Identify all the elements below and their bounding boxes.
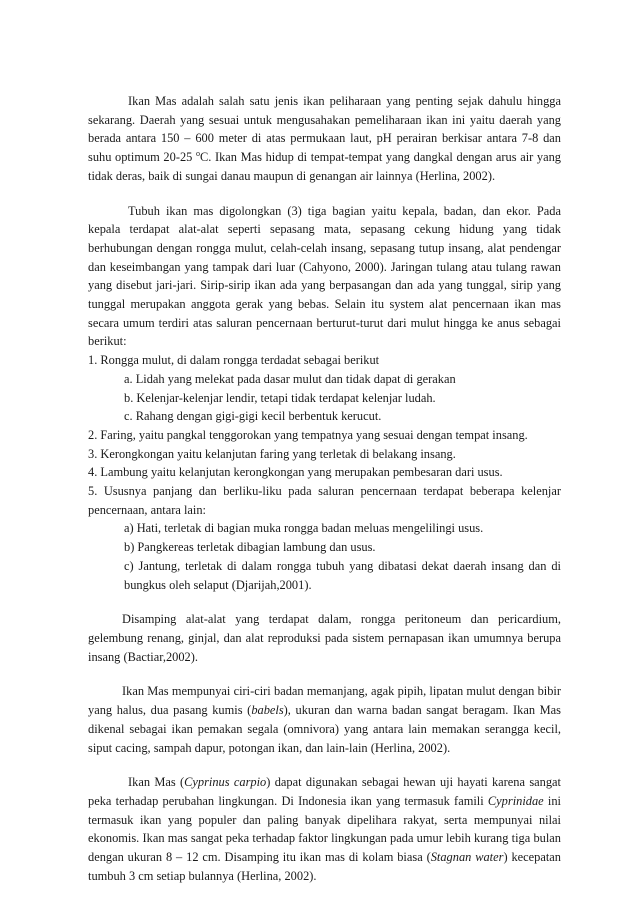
paragraph-text: Ikan Mas ( xyxy=(128,775,185,790)
list-item-5a: a) Hati, terletak di bagian muka rongga badan meluas mengelilingi usus. xyxy=(124,521,484,536)
list-item-3: 3. Kerongkongan yaitu kelanjutan faring yang terletak di belakang insang. xyxy=(88,446,456,461)
italic-term: babels xyxy=(251,703,284,718)
paragraph-ciri-ciri xyxy=(88,682,561,757)
italic-term: Stagnan water xyxy=(430,850,504,865)
paragraph-text: Disamping alat-alat yang terdapat dalam, rongga peritoneum dan pericardium, gelembung renang, ginjal, dan alat reproduksi pada sistem pernapasan ikan umumnya berupa insang (Bactiar,2002). xyxy=(88,612,561,664)
italic-term: Cyprinidae xyxy=(487,793,544,808)
list-item-5c: c) Jantung, terletak di dalam rongga tubuh yang dibatasi dekat daerah insang dan di bungkus oleh selaput (Djarijah,2001). xyxy=(124,558,561,592)
paragraph-text: Ikan Mas adalah salah satu jenis ikan peliharaan yang penting sejak dahulu hingga sekarang. Daerah yang sesuai untuk mengusahakan pemeliharaan ikan ini yaitu daerah yang berada antara 150 – 600 meter di atas permukaan laut, pH perairan berkisar antara 7-8 dan suhu optimum 20-25 xyxy=(88,94,561,165)
paragraph-cyprinus xyxy=(88,773,561,885)
list-item-1b: b. Kelenjar-kelenjar lendir, tetapi tidak terdapat kelenjar ludah. xyxy=(124,390,436,405)
paragraph-tubuh-ikan xyxy=(88,202,561,352)
degree-sup: o xyxy=(195,148,200,158)
paragraph-text: ) kecepatan tumbuh 3 cm setiap bulannya (Herlina, 2002). xyxy=(88,850,561,883)
list-item-4: 4. Lambung yaitu kelanjutan kerongkongan yang merupakan pembesaran dari usus. xyxy=(88,465,503,480)
paragraph-text: ) dapat digunakan sebagai hewan uji hayati karena sangat peka terhadap perubahan lingkungan. Di Indonesia ikan yang termasuk famili xyxy=(88,775,561,808)
document-page xyxy=(88,92,561,885)
italic-term: Cyprinus carpio xyxy=(184,775,267,790)
list-item-1c: c. Rahang dengan gigi-gigi kecil berbentuk kerucut. xyxy=(124,409,382,424)
paragraph-text: ini termasuk ikan yang populer dan paling banyak dipelihara rakyat, serta mempunyai nilai ekonomis. Ikan mas sangat peka terhadap faktor lingkungan pada umur lebih kurang tiga bulan dengan ukuran 8 – 12 cm. Disamping itu ikan mas di kolam biasa ( xyxy=(88,793,561,865)
paragraph-text: ), ukuran dan warna badan sangat beragam. Ikan Mas dikenal sebagai ikan pemakan segala (omnivora) yang antara lain memakan serangga kecil, siput cacing, sampah dapur, potongan ikan, dan lain-lain (Herlina, 2002). xyxy=(88,703,562,755)
list-item-2: 2. Faring, yaitu pangkal tenggorokan yang tempatnya yang sesuai dengan tempat insang. xyxy=(88,427,528,442)
paragraph-text: Tubuh ikan mas digolongkan (3) tiga bagian yaitu kepala, badan, dan ekor. Pada kepala terdapat alat-alat seperti sepasang mata, sepasang cekung hidung yang tidak berhubungan dengan rongga mulut, celah-celah insang, sepasang tutup insang, alat pendengar dan keseimbangan yang tampak dari luar (Cahyono, 2000). Jaringan tulang atau tulang rawan yang disebut jari-jari. Sirip-sirip ikan ada yang berpasangan dan ada yang tunggal, sirip yang tunggal merupakan anggota gerak yang bebas. Selain itu system alat pencernaan ikan mas secara umum terdiri atas saluran pencernaan berturut-turut dari mulut hingga ke anus sebagai berikut: xyxy=(88,203,561,349)
list-item-1: 1. Rongga mulut, di dalam rongga terdadat sebagai berikut xyxy=(88,353,380,368)
paragraph-text: C. Ikan Mas hidup di tempat-tempat yang dangkal dengan arus air yang tidak deras, baik di sungai danau maupun di genangan air lainnya (Herlina, 2002). xyxy=(88,150,561,183)
list-item-5: 5. Ususnya panjang dan berliku-liku pada saluran pencernaan terdapat beberapa kelenjar pencernaan, antara lain: xyxy=(88,484,561,517)
paragraph-text: Ikan Mas mempunyai ciri-ciri badan memanjang, agak pipih, lipatan mulut dengan bibir yang halus, dua pasang kumis ( xyxy=(88,684,561,718)
list-item-1a: a. Lidah yang melekat pada dasar mulut dan tidak dapat di gerakan xyxy=(124,371,456,386)
list-item-5b: b) Pangkereas terletak dibagian lambung dan usus. xyxy=(124,540,376,555)
paragraph-ikan-mas-intro xyxy=(88,92,561,186)
paragraph-disamping xyxy=(88,610,561,666)
